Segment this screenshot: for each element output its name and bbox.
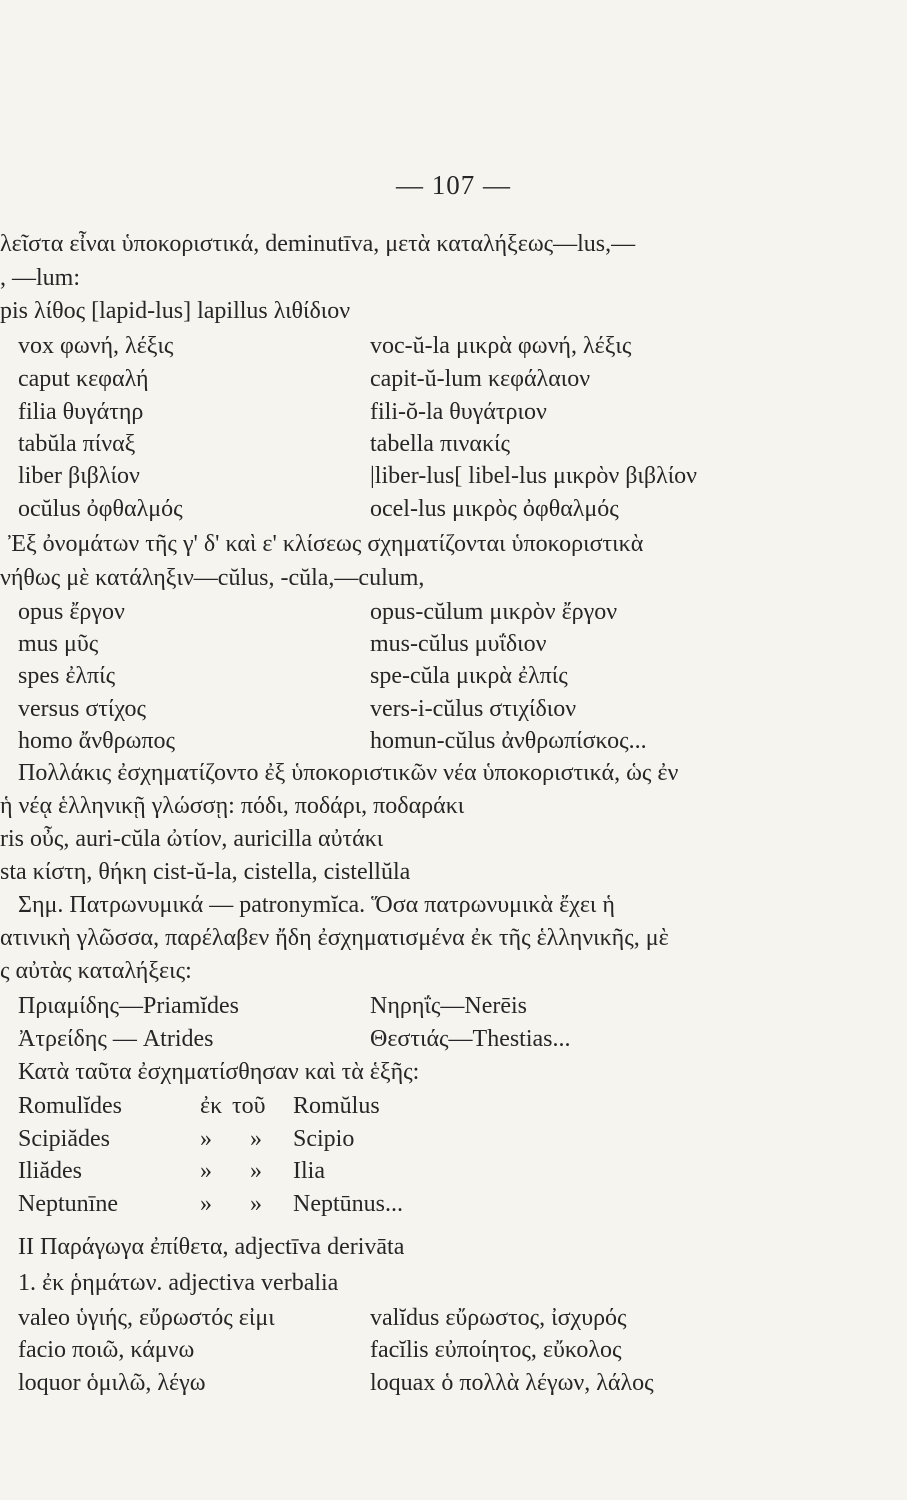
ditto-mark: » (200, 1191, 212, 1217)
example-left: ocŭlus ὀφθαλμός (18, 496, 183, 522)
patronymic-right: Θεστιάς—Thestias... (370, 1026, 571, 1052)
derived-source: Ilia (293, 1158, 325, 1184)
example-right: voc-ŭ-la μικρὰ φωνή, λέξις (370, 333, 632, 359)
example-right: capit-ŭ-lum κεφάλαιον (370, 366, 591, 392)
example-right: valĭdus εὔρωστος, ἰσχυρός (370, 1305, 627, 1331)
paragraph-line: ατινικὴ γλῶσσα, παρέλαβεν ἤδη ἐσχηματισμένα ἐκ τῆς ἑλληνικῆς, μὲ (0, 925, 669, 951)
derived-article: τοῦ (232, 1093, 266, 1119)
section-heading: II Παράγωγα ἐπίθετα, adjectīva derivāta (18, 1234, 405, 1260)
paragraph-line: Κατὰ ταῦτα ἐσχηματίσθησαν καὶ τὰ ἑξῆς: (18, 1059, 420, 1085)
example-left: caput κεφαλή (18, 366, 149, 392)
example-right: mus-cŭlus μυΐδιον (370, 631, 547, 657)
example-left: versus στίχος (18, 696, 146, 722)
paragraph-line: νήθως μὲ κατάληξιν—cŭlus, -cŭla,—culum, (0, 565, 425, 591)
derived-name: Scipiădes (18, 1126, 110, 1152)
derived-name: Romulĭdes (18, 1093, 123, 1119)
derived-source: Scipio (293, 1126, 355, 1152)
example-right: facĭlis εὐποίητος, εὔκολος (370, 1337, 622, 1363)
example-right: ocel-lus μικρὸς ὀφθαλμός (370, 496, 619, 522)
paragraph-line: sta κίστη, θήκη cist-ŭ-la, cistella, cistellŭla (0, 859, 411, 885)
example-right: tabella πινακίς (370, 431, 511, 457)
example-left: opus ἔργον (18, 599, 125, 625)
example-right: fili-ŏ-la θυγάτριον (370, 399, 547, 425)
page-number: — 107 — (396, 170, 511, 200)
paragraph-line: Ἐξ ὀνομάτων τῆς γ' δ' καὶ ε' κλίσεως σχηματίζονται ὑποκοριστικὰ (8, 531, 644, 557)
ditto-mark: » (200, 1126, 212, 1152)
paragraph-line: ris οὖς, auri-cŭla ὠτίον, auricilla αὐτάκι (0, 826, 384, 852)
paragraph-line: ἡ νέᾳ ἑλληνικῇ γλώσσῃ: πόδι, ποδάρι, ποδαράκι (0, 793, 465, 819)
example-right: loquax ὁ πολλὰ λέγων, λάλος (370, 1370, 654, 1396)
text-line: λεῖστα εἶναι ὑποκοριστικά, deminutīva, μετὰ καταλήξεως—lus,— (0, 231, 636, 257)
ditto-mark: » (250, 1126, 262, 1152)
patronymic-left: Ἀτρείδης — Atrides (18, 1026, 214, 1052)
example-right: vers-i-cŭlus στιχίδιον (370, 696, 577, 722)
example-left: tabŭla πίναξ (18, 431, 136, 457)
example-right: homun-cŭlus ἀνθρωπίσκος... (370, 728, 647, 754)
example-left: liber βιβλίον (18, 463, 140, 489)
ditto-mark: » (250, 1158, 262, 1184)
example-left: valeo ὑγιής, εὔρωστός εἰμι (18, 1305, 275, 1331)
ditto-mark: » (200, 1158, 212, 1184)
example-left: spes ἐλπίς (18, 663, 116, 689)
example-right: spe-cŭla μικρὰ ἐλπίς (370, 663, 568, 689)
example-left: facio ποιῶ, κάμνω (18, 1337, 195, 1363)
ditto-mark: » (250, 1191, 262, 1217)
patronymic-right: Νηρηΐς—Nerēis (370, 993, 528, 1019)
paragraph-line: ς αὐτὰς καταλήξεις: (0, 958, 192, 984)
text-line: pis λίθος [lapid-lus] lapillus λιθίδιον (0, 298, 351, 324)
note-line: Σημ. Πατρωνυμικά — patronymĭca. Ὅσα πατρωνυμικὰ ἔχει ἡ (18, 892, 615, 918)
derived-name: Neptunīne (18, 1191, 118, 1217)
example-left: homo ἄνθρωπος (18, 728, 175, 754)
paragraph-line: Πολλάκις ἐσχηματίζοντο ἐξ ὑποκοριστικῶν νέα ὑποκοριστικά, ὡς ἐν (18, 760, 679, 786)
derived-prep: ἐκ (200, 1093, 223, 1119)
example-right: opus-cŭlum μικρὸν ἔργον (370, 599, 618, 625)
example-left: vox φωνή, λέξις (18, 333, 174, 359)
subsection-heading: 1. ἐκ ῥημάτων. adjectiva verbalia (18, 1270, 339, 1296)
derived-source: Romŭlus (293, 1093, 380, 1119)
example-left: mus μῦς (18, 631, 99, 657)
patronymic-left: Πριαμίδης—Priamĭdes (18, 993, 240, 1019)
example-left: loquor ὁμιλῶ, λέγω (18, 1370, 206, 1396)
derived-source: Neptūnus... (293, 1191, 403, 1217)
example-left: filia θυγάτηρ (18, 399, 144, 425)
text-line: , —lum: (0, 265, 81, 291)
derived-name: Iliădes (18, 1158, 82, 1184)
example-right: |liber-lus[ libel-lus μικρὸν βιβλίον (370, 463, 698, 489)
